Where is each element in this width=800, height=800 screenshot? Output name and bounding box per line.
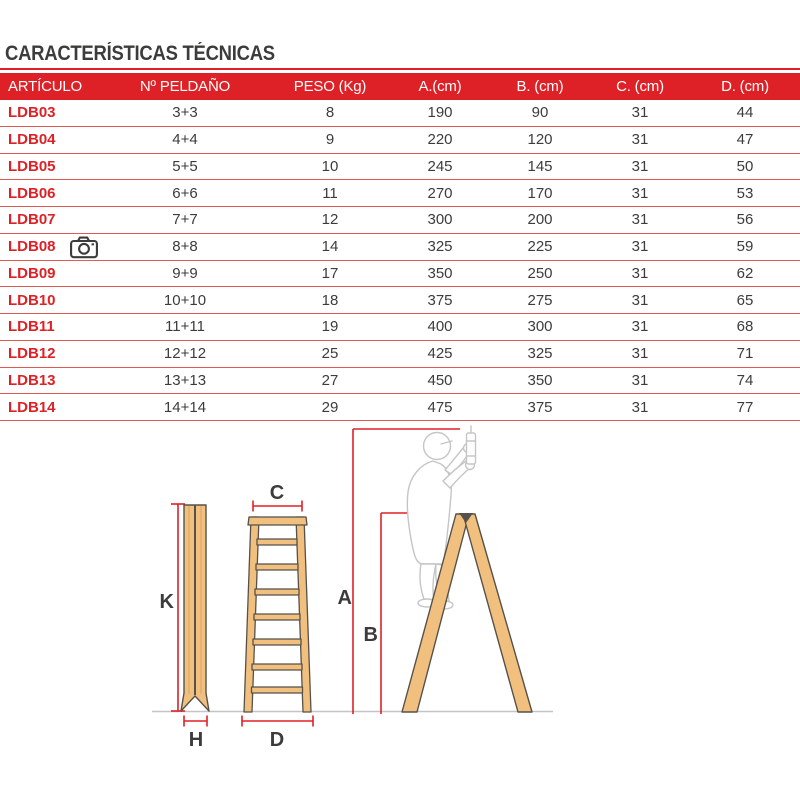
technical-spec-table	[0, 68, 800, 421]
article-cell	[0, 131, 100, 148]
article-code: LDB12	[8, 345, 56, 363]
dim-d-cell: 50	[736, 157, 754, 175]
steps-cell: 11+11	[165, 318, 205, 336]
article-code: LDB07	[8, 211, 56, 229]
weight-cell: 19	[321, 318, 339, 336]
steps-cell: 9+9	[172, 264, 198, 282]
dim-c-cell: 31	[631, 238, 649, 256]
steps-cell: 5+5	[172, 157, 198, 175]
dim-a-cell: 325	[427, 238, 453, 256]
dim-a-cell: 400	[427, 318, 453, 336]
column-header-articulo: ARTÍCULO	[8, 78, 82, 95]
weight-cell: 11	[322, 184, 338, 202]
dim-c-cell: 31	[631, 345, 649, 363]
article-cell	[0, 292, 100, 309]
dim-c-cell: 31	[631, 318, 649, 336]
weight-cell: 10	[321, 157, 339, 175]
dim-b-cell: 120	[527, 131, 553, 149]
dim-b-cell: 250	[527, 264, 553, 282]
article-cell	[0, 158, 100, 175]
dim-a-cell: 425	[427, 345, 453, 363]
steps-cell: 14+14	[163, 398, 207, 416]
weight-cell: 8	[325, 104, 335, 122]
table-row	[0, 154, 800, 181]
table-row	[0, 261, 800, 288]
dim-d-cell: 56	[736, 211, 754, 229]
table-row	[0, 127, 800, 154]
dim-d-cell: 77	[736, 398, 754, 416]
dim-d-cell: 74	[736, 371, 754, 389]
article-cell	[0, 235, 100, 259]
article-code: LDB05	[8, 157, 56, 175]
article-cell	[0, 372, 100, 389]
label-d: D	[269, 729, 285, 751]
article-cell	[0, 318, 100, 335]
article-cell	[0, 265, 100, 282]
dim-d-cell: 71	[736, 345, 754, 363]
label-a: A	[337, 587, 352, 609]
dim-a-cell: 350	[427, 264, 453, 282]
column-header-peso: PESO (Kg)	[293, 78, 367, 95]
column-header-a: A.(cm)	[418, 78, 462, 95]
dim-b-cell: 350	[527, 371, 553, 389]
dim-b-cell: 300	[527, 318, 553, 336]
dim-b-cell: 325	[527, 345, 553, 363]
dim-b-cell: 275	[527, 291, 553, 309]
dim-c-cell: 31	[631, 104, 649, 122]
weight-cell: 12	[321, 211, 339, 229]
table-top-rule	[0, 68, 800, 70]
dim-a-cell: 475	[427, 398, 453, 416]
dim-b-cell: 200	[527, 211, 553, 229]
article-code: LDB03	[8, 104, 56, 122]
table-row	[0, 207, 800, 234]
column-header-c: C. (cm)	[616, 78, 664, 95]
article-code: LDB06	[8, 184, 56, 202]
dim-b-cell: 90	[531, 104, 549, 122]
steps-cell: 8+8	[172, 238, 198, 256]
article-code: LDB09	[8, 264, 56, 282]
article-code: LDB10	[8, 291, 56, 309]
article-cell	[0, 345, 100, 362]
dim-a-cell: 300	[427, 211, 453, 229]
front-ladder-illustration	[244, 517, 311, 712]
column-header-peldano: Nº PELDAÑO	[139, 78, 231, 95]
dim-d-cell: 62	[736, 264, 754, 282]
dim-b-cell: 170	[527, 184, 553, 202]
dim-c-cell: 31	[631, 211, 649, 229]
column-header-d: D. (cm)	[721, 78, 769, 95]
dim-c-cell: 31	[631, 264, 649, 282]
article-code: LDB13	[8, 371, 56, 389]
dim-d-cell: 53	[736, 184, 754, 202]
dim-b-cell: 375	[527, 398, 553, 416]
dim-c-cell: 31	[631, 371, 649, 389]
dim-c-cell: 31	[631, 291, 649, 309]
page-title: CARACTERÍSTICAS TÉCNICAS	[5, 42, 275, 65]
dim-a-cell: 450	[427, 371, 453, 389]
weight-cell: 14	[321, 238, 339, 256]
dim-a-cell: 220	[427, 131, 453, 149]
weight-cell: 29	[321, 398, 339, 416]
article-code: LDB04	[8, 131, 56, 149]
steps-cell: 4+4	[172, 131, 198, 149]
dim-c-cell: 31	[631, 157, 649, 175]
label-h: H	[188, 729, 204, 751]
closed-ladder-illustration	[181, 505, 209, 711]
table-row	[0, 314, 800, 341]
label-c: C	[269, 482, 285, 504]
dim-a-cell: 245	[427, 157, 453, 175]
table-row	[0, 287, 800, 314]
article-cell	[0, 185, 100, 202]
article-cell	[0, 211, 100, 228]
dim-a-cell: 270	[427, 184, 453, 202]
table-row	[0, 394, 800, 421]
dim-c-cell: 31	[631, 398, 649, 416]
weight-cell: 17	[321, 264, 339, 282]
article-code: LDB11	[8, 318, 55, 336]
dim-d-cell: 68	[736, 318, 754, 336]
steps-cell: 10+10	[163, 291, 207, 309]
table-row	[0, 100, 800, 127]
label-k: K	[159, 591, 174, 613]
steps-cell: 3+3	[172, 104, 198, 122]
table-body	[0, 100, 800, 421]
article-cell	[0, 104, 100, 121]
dim-d-cell: 47	[736, 131, 754, 149]
table-header-row	[0, 73, 800, 100]
drill-icon	[467, 426, 476, 464]
table-row	[0, 234, 800, 261]
weight-cell: 27	[321, 371, 339, 389]
article-code: LDB14	[8, 398, 56, 416]
camera-icon[interactable]	[69, 235, 99, 259]
dim-a-cell: 190	[427, 104, 453, 122]
steps-cell: 12+12	[163, 345, 207, 363]
dim-b-cell: 145	[527, 157, 553, 175]
weight-cell: 9	[325, 131, 335, 149]
steps-cell: 6+6	[172, 184, 198, 202]
dim-c-cell: 31	[631, 131, 649, 149]
dimension-diagram	[0, 424, 800, 800]
label-b: B	[363, 624, 378, 646]
article-code: LDB08	[8, 238, 56, 256]
dim-d-cell: 59	[736, 238, 754, 256]
steps-cell: 7+7	[172, 211, 198, 229]
table-row	[0, 368, 800, 395]
dim-d-cell: 65	[736, 291, 754, 309]
dim-d-cell: 44	[736, 104, 754, 122]
weight-cell: 18	[321, 291, 339, 309]
table-row	[0, 341, 800, 368]
dim-a-cell: 375	[427, 291, 453, 309]
dim-c-cell: 31	[631, 184, 649, 202]
steps-cell: 13+13	[163, 371, 207, 389]
column-header-b: B. (cm)	[516, 78, 564, 95]
dim-b-cell: 225	[527, 238, 553, 256]
table-row	[0, 180, 800, 207]
weight-cell: 25	[321, 345, 339, 363]
article-cell	[0, 399, 100, 416]
